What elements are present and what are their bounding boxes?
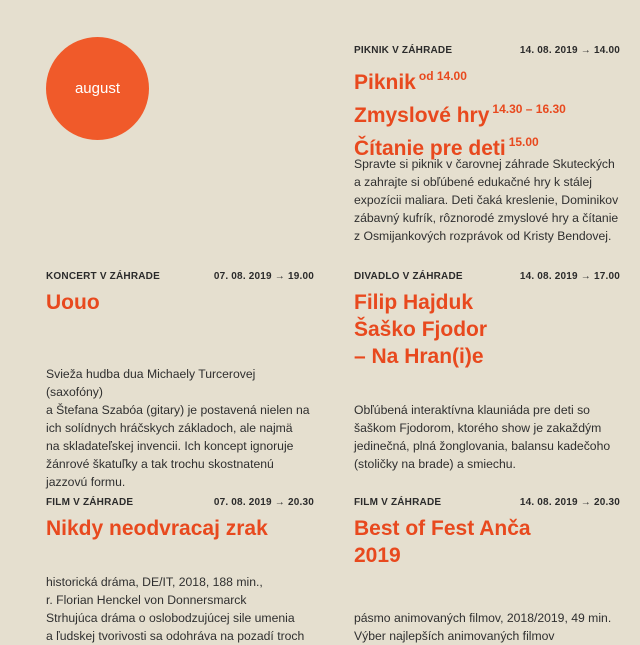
event-title: Uouo: [46, 291, 100, 314]
event-date: 14. 08. 2019 → 17.00: [519, 270, 620, 282]
event-koncert: [46, 269, 314, 489]
event-time: od 14.00: [418, 69, 467, 83]
event-header: [354, 495, 620, 509]
event-title: Piknik $^{od 14.00}$: [354, 69, 467, 94]
event-category: DIVADLO V ZÁHRADE: [354, 270, 463, 282]
event-header: [354, 269, 620, 283]
event-title: Čítanie pre deti $^{15.00}$: [354, 135, 539, 160]
event-title: Best of Fest Anča: [354, 517, 531, 540]
event-description: historická dráma, DE/IT, 2018, 188 min., r. Florian Henckel von Donnersmarck Strhujúca dráma o oslobodzujúcej sile umenia a ľudskej tvorivosti sa odohráva na pozadí troch: [46, 575, 305, 643]
event-description: Svieža hudba dua Michaely Turcerovej (saxofóny) a Štefana Szabóa (gitary) je postavená nielen na ich solídnych hráčskych základoch, ale najmä na skladateľskej invencii. Ich koncept ignoruje žánrové škatuľky a tak trochu skostnatenú jazzovú formu.: [46, 367, 310, 489]
event-title: Zmyslové hry $^{14.30 - 16.30}$: [354, 102, 566, 127]
event-header: [46, 269, 314, 283]
event-piknik: [354, 43, 620, 243]
event-title: Filip Hajduk: [354, 291, 474, 314]
event-description: Spravte si piknik v čarovnej záhrade Skuteckých a zahrajte si obľúbené edukačné hry k stálej expozícii maliara. Deti čaká kreslenie, Dominikov zábavný kufrík, rôznorodé zmyslové hry a čítanie z Osmijankových rozprávok od Kristy Bendovej.: [354, 157, 619, 243]
event-category: PIKNIK V ZÁHRADE: [354, 44, 453, 56]
event-title: – Na Hran(i)e: [354, 345, 484, 368]
event-header: [46, 495, 314, 509]
event-film-2: [354, 495, 620, 643]
month-label: august: [74, 80, 121, 97]
event-time: 14.30 – 16.30: [492, 102, 566, 116]
event-date: 14. 08. 2019 → 14.00: [519, 44, 620, 56]
event-category: KONCERT V ZÁHRADE: [46, 270, 160, 282]
event-description: Obľúbená interaktívna klauniáda pre deti so šaškom Fjodorom, ktorého show je zakaždým jedinečná, plná žonglovania, balansu kadečoho (stoličky na brade) a smiechu.: [354, 403, 611, 471]
event-title: Nikdy neodvracaj zrak: [46, 517, 268, 540]
event-date: 07. 08. 2019 → 20.30: [213, 496, 314, 508]
month-badge: [46, 37, 149, 140]
event-header: [354, 43, 620, 57]
event-film-1: [46, 495, 314, 643]
event-date: 14. 08. 2019 → 20.30: [519, 496, 620, 508]
event-category: FILM V ZÁHRADE: [354, 496, 442, 508]
event-divadlo: [354, 269, 620, 471]
event-date: 07. 08. 2019 → 19.00: [213, 270, 314, 282]
event-description: pásmo animovaných filmov, 2018/2019, 49 min. Výber najlepších animovaných filmov: [354, 611, 612, 643]
event-time: 15.00: [508, 135, 539, 149]
event-title: Šaško Fjodor: [354, 318, 488, 341]
event-title: 2019: [354, 544, 401, 567]
event-category: FILM V ZÁHRADE: [46, 496, 134, 508]
